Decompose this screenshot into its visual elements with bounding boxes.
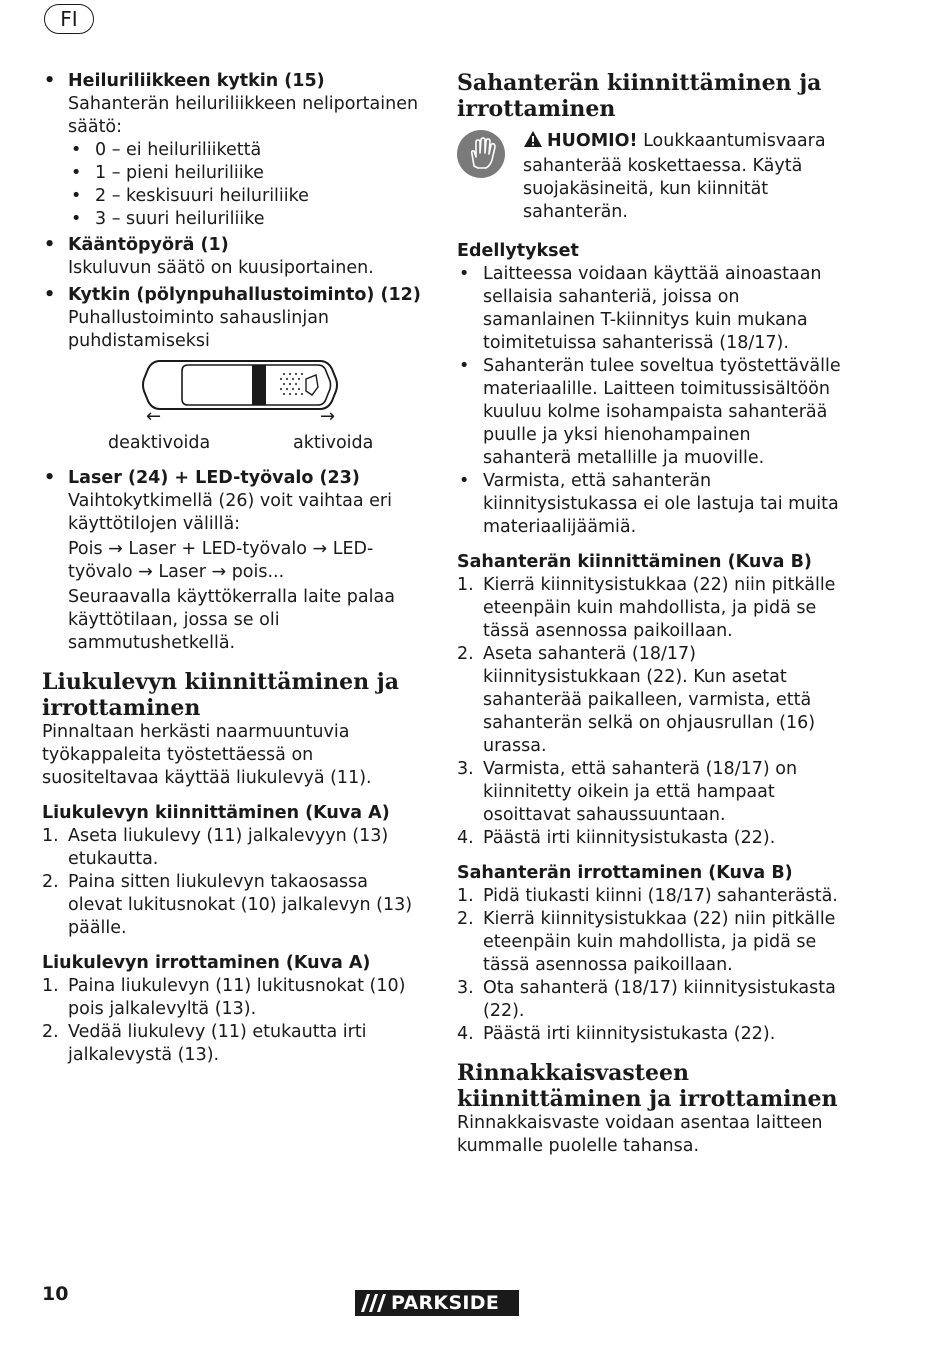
language-badge: FI [44, 4, 94, 34]
subsection-remove-glide-plate: Liukulevyn irrottaminen (Kuva A) [42, 953, 371, 973]
label-activate: aktivoida [293, 433, 374, 453]
list-item: • Laitteessa voidaan käyttää ainoastaan sellaisia sahanteriä, joissa on samanlainen T-kiinnitys kuin mukana toimitetuissa sahanterissä (18/17). [459, 264, 822, 353]
list-item: 1. Aseta liukulevy (11) jalkalevyyn (13) etukautta. [42, 826, 389, 869]
list-item: 4. Päästä irti kiinnitysistukasta (22). [457, 828, 776, 848]
laser-text-2: Pois → Laser + LED-työvalo → LED-työvalo → Laser → pois... [68, 539, 374, 582]
right-column [457, 70, 842, 1158]
list-item: 2. Kierrä kiinnitysistukkaa (22) niin pitkälle eteenpäin kuin mahdollista, ja pidä se tässä asennossa paikoillaan. [457, 909, 836, 975]
sub-item: • 3 – suuri heiluriliike [71, 209, 265, 229]
bullet-pendulum-switch: • Heiluriliikkeen kytkin (15) [44, 71, 325, 91]
parallel-guide-text: Rinnakkaisvaste voidaan asentaa laitteen kummalle puolelle tahansa. [457, 1113, 823, 1156]
list-item: 1. Pidä tiukasti kiinni (18/17) sahanterästä. [457, 886, 838, 906]
section-title-glide-plate: Liukulevyn kiinnittäminen ja irrottaminen [42, 669, 400, 721]
brand-logo [355, 1290, 519, 1316]
subsection-attach-glide-plate: Liukulevyn kiinnittäminen (Kuva A) [42, 803, 390, 823]
subsection-remove-blade: Sahanterän irrottaminen (Kuva B) [457, 863, 793, 883]
list-item: 2. Aseta sahanterä (18/17) kiinnitysistukkaan (22). Kun asetat sahanterää paikalleen, varmista, että sahanterän selkä on ohjausrullan (16) urassa. [457, 644, 816, 756]
left-arrow-icon: ← [146, 406, 162, 427]
list-item: 4. Päästä irti kiinnitysistukasta (22). [457, 1024, 776, 1044]
sub-item: • 1 – pieni heiluriliike [71, 163, 264, 183]
list-item: • Varmista, että sahanterän kiinnitysistukassa ei ole lastuja tai muita materiaalijäämiä. [459, 471, 839, 537]
bullet-dust-blower-switch: • Kytkin (pölynpuhallustoiminto) (12) [44, 285, 421, 305]
glove-icon [457, 130, 505, 178]
subsection-prerequisites: Edellytykset [457, 241, 579, 261]
section-title-parallel-guide: Rinnakkaisvasteen kiinnittäminen ja irrottaminen [457, 1060, 838, 1112]
brand-name: PARKSIDE [391, 1292, 500, 1314]
list-item: 2. Vedää liukulevy (11) etukautta irti jalkalevystä (13). [42, 1022, 367, 1065]
label-deactivate: deaktivoida [108, 433, 211, 453]
blower-switch-figure [42, 357, 422, 465]
right-arrow-icon: → [320, 406, 336, 427]
list-item: 3. Varmista, että sahanterä (18/17) on kiinnitetty oikein ja että hampaat osoittavat sahaussuuntaan. [457, 759, 798, 825]
list-item: 2. Paina sitten liukulevyn takaosassa olevat lukitusnokat (10) jalkalevyn (13) päälle. [42, 872, 413, 938]
pendulum-text: Sahanterän heiluriliikkeen neliportainen säätö: [68, 94, 419, 137]
warning-label: HUOMIO! [547, 131, 638, 151]
rotary-wheel-text: Iskuluvun säätö on kuusiportainen. [68, 258, 374, 278]
section-title-saw-blade: Sahanterän kiinnittäminen ja irrottaminen [457, 70, 822, 122]
warning-triangle-icon [523, 130, 543, 155]
left-column [42, 70, 422, 1067]
subsection-attach-blade: Sahanterän kiinnittäminen (Kuva B) [457, 552, 812, 572]
switch-illustration [142, 357, 338, 429]
list-item: 3. Ota sahanterä (18/17) kiinnitysistukasta (22). [457, 978, 836, 1021]
bullet-rotary-wheel: • Kääntöpyörä (1) [44, 235, 229, 255]
dust-blower-text: Puhallustoiminto sahauslinjan puhdistamiseksi [68, 308, 330, 351]
list-item: 1. Kierrä kiinnitysistukkaa (22) niin pitkälle eteenpäin kuin mahdollista, ja pidä se tässä asennossa paikoillaan. [457, 575, 836, 641]
list-item: • Sahanterän tulee soveltua työstettävälle materiaalille. Laitteen toimitussisältöön kuuluu kolme isohampaista sahanterää puulle ja yksi hienohampainen sahanterä metallille ja muoville. [459, 356, 841, 468]
sub-item: • 0 – ei heiluriliikettä [71, 140, 262, 160]
warning-block [457, 130, 842, 224]
laser-text-1: Vaihtokytkimellä (26) voit vaihtaa eri käyttötilojen välillä: [68, 491, 392, 534]
glide-plate-intro: Pinnaltaan herkästi naarmuuntuvia työkappaleita työstettäessä on suositeltavaa käyttää liukulevyä (11). [42, 722, 372, 788]
page-number: 10 [42, 1283, 69, 1305]
laser-text-3: Seuraavalla käyttökerralla laite palaa käyttötilaan, jossa se oli sammutushetkellä. [68, 587, 395, 653]
warning-text: Loukkaantumisvaara sahanterää koskettaessa. Käytä suojakäsineitä, kun kiinnität sahanterän. [523, 131, 826, 222]
list-item: 1. Paina liukulevyn (11) lukitusnokat (10) pois jalkalevyltä (13). [42, 976, 406, 1019]
bullet-laser-led: • Laser (24) + LED-työvalo (23) [44, 468, 360, 488]
sub-item: • 2 – keskisuuri heiluriliike [71, 186, 309, 206]
